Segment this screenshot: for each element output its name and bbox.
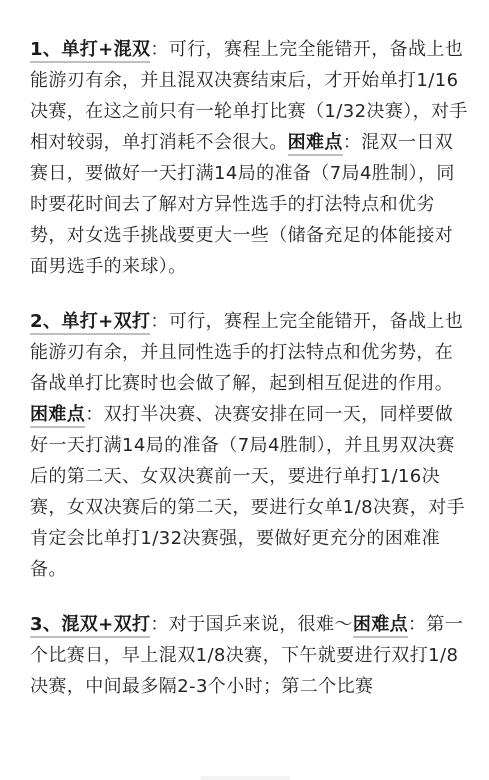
article-body <box>30 34 470 702</box>
section-singles-doubles <box>30 306 470 585</box>
section-text: ：可行，赛程上完全能错开，备战上也能游刃有余，并且混双决赛结束后，才开始单打1/16决赛，在这之前只有一轮单打比赛（1/32决赛），对手相对较弱，单打消耗不会很大。 <box>30 39 468 153</box>
section-singles-mixed <box>30 34 470 282</box>
difficulty-text: ：双打半决赛、决赛安排在同一天，同样要做好一天打满14局的准备（7局4胜制），并且男双决赛后的第二天、女双决赛前一天，要进行单打1/16决赛，女双决赛后的第二天，要进行女单1/8决赛，对手肯定会比单打1/32决赛强，要做好更充分的困难准备。 <box>30 404 465 580</box>
section-text: ：可行，赛程上完全能错开，备战上也能游刃有余，并且同性选手的打法特点和优劣势，在备战单打比赛时也会做了解，起到相互促进的作用。 <box>30 311 464 394</box>
difficulty-label: 困难点 <box>353 614 408 638</box>
section-text: ：对于国乒来说，很难～ <box>150 614 353 635</box>
difficulty-text: ：第一个比赛日，早上混双1/8决赛，下午就要进行双打1/8决赛，中间最多隔2-3个小时；第二个比赛 <box>30 614 464 697</box>
section-mixed-doubles <box>30 609 470 702</box>
section-heading: 1、单打+混双 <box>30 39 150 63</box>
bottom-fade-bar <box>200 776 290 780</box>
section-heading: 2、单打+双打 <box>30 311 150 335</box>
section-heading: 3、混双+双打 <box>30 614 150 638</box>
difficulty-label: 困难点 <box>288 132 343 156</box>
difficulty-text: ：混双一日双赛日，要做好一天打满14局的准备（7局4胜制），同时要花时间去了解对方异性选手的打法特点和优劣势，对女选手挑战要更大一些（储备充足的体能接对面男选手的来球）。 <box>30 132 455 277</box>
difficulty-label: 困难点 <box>30 404 85 428</box>
